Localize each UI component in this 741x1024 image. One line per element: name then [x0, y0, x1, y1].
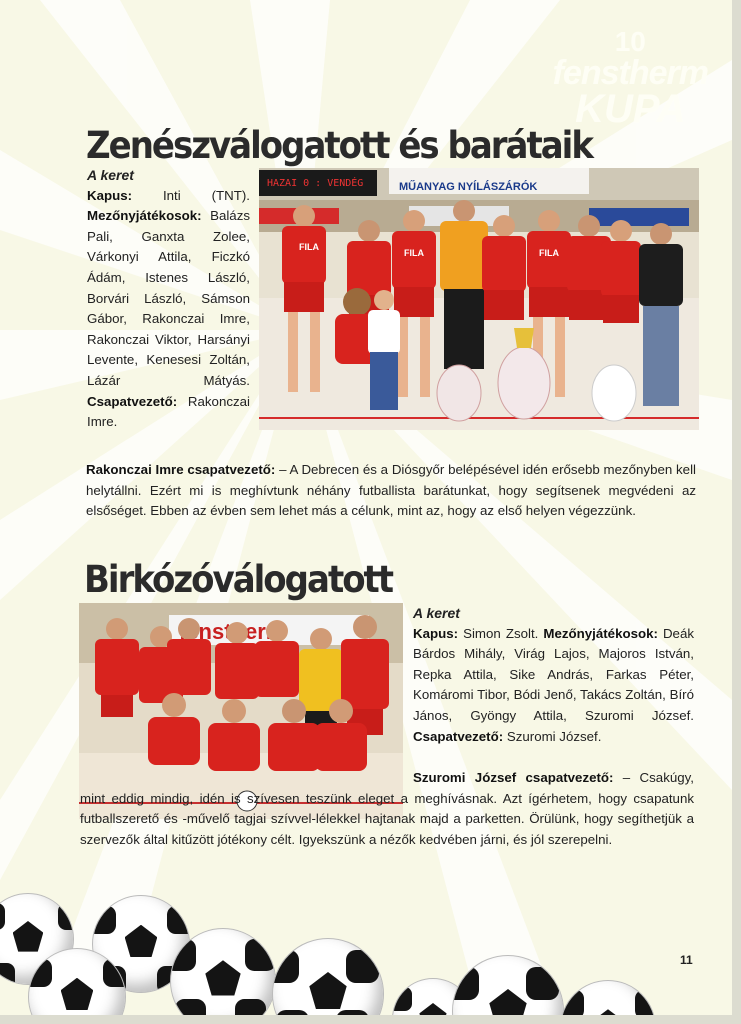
section2-quote-label: Szuromi József csapatvezető: [413, 770, 614, 785]
logo-number: 10 [614, 26, 646, 57]
page-number: 11 [680, 953, 693, 967]
section2-mezony: Deák Bárdos Mihály, Virág Lajos, Majoros István, Repka Attila, Sike András, Farkas Péter, Komáromi Tibor, Bódi Jenő, Takács Zoltán, Bíró János, Gyöngy Attila, Szuromi József. [413, 625, 694, 723]
section2-kapus: Simon Zsolt. [458, 625, 544, 641]
section2-title: Birkózóválogatott [84, 558, 393, 602]
photo1-shirt-text-2: FILA [404, 248, 424, 258]
section2-keret-label: A keret [413, 605, 460, 621]
section1-kapus: Inti (TNT). [132, 187, 250, 203]
section1-mezony: Balázs Pali, Ganxta Zolee, Várkonyi Attila, Ficzkó Ádám, Istenes László, Borvári László, Sámson Gábor, Rakonczai Imre, Rakonczai Viktor, Harsányi Levente, Kenesesi Zoltán, Lázár Mátyás. [87, 208, 250, 388]
section1-quote [86, 460, 696, 522]
team-photo-musicians [259, 168, 699, 430]
section1-roster [87, 165, 250, 433]
section1-vezeto: Rakonczai Imre. [87, 393, 250, 430]
logo-cup: KUPA [575, 87, 686, 131]
section2-kapus-label: Kapus: [413, 625, 459, 641]
section1-vezeto-label: Csapatvezető: [87, 393, 178, 409]
section1-quote-label: Rakonczai Imre csapatvezető: [86, 462, 276, 477]
section2-vezeto-label: Csapatvezető: [413, 728, 504, 744]
section1-mezony-label: Mezőnyjátékosok: [87, 208, 202, 224]
tournament-logo [552, 26, 708, 131]
photo1-shirt-text: FILA [299, 242, 319, 252]
section2-quote [80, 768, 694, 850]
section2-quote-text: – Csakúgy, mint eddig mindig, idén is szívesen teszünk eleget a meghívásnak. Azt ígérhetem, hogy csapatunk futballszerető és -művelő tagjai szívvel-lélekkel hajtanak majd a parketten. Örülünk, hogy segíthetjük a szervezők által kitűzött jótékony célt. Igyekszünk a nézők kedvében járni, és jól szerepelni. [80, 770, 694, 847]
section1-quote-text: – A Debrecen és a Diósgyőr belépésével idén erősebb mezőnyben kell helytállni. Ezért mi is meghívtunk néhány futballista barátunkat, hogy segítsenek megvédeni az elsőséget. Ebben az évben sem lehet más a célunk, mint az, hogy az első helyen végezzünk. [86, 462, 696, 519]
photo1-banner: MŰANYAG NYÍLÁSZÁRÓK [399, 181, 538, 193]
section1-keret-label: A keret [87, 167, 134, 183]
section1-title: Zenészválogatott és barátaik [86, 124, 592, 168]
photo1-shirt-text-3: FILA [539, 248, 559, 258]
section1-kapus-label: Kapus: [87, 187, 133, 203]
section2-mezony-label: Mezőnyjátékosok: [543, 625, 658, 641]
section2-roster [413, 603, 694, 747]
section2-vezeto: Szuromi József. [503, 728, 602, 744]
svg-text:HAZAI 0 : VENDÉG: HAZAI 0 : VENDÉG [267, 178, 364, 189]
logo-word: fenstherm [552, 54, 708, 92]
